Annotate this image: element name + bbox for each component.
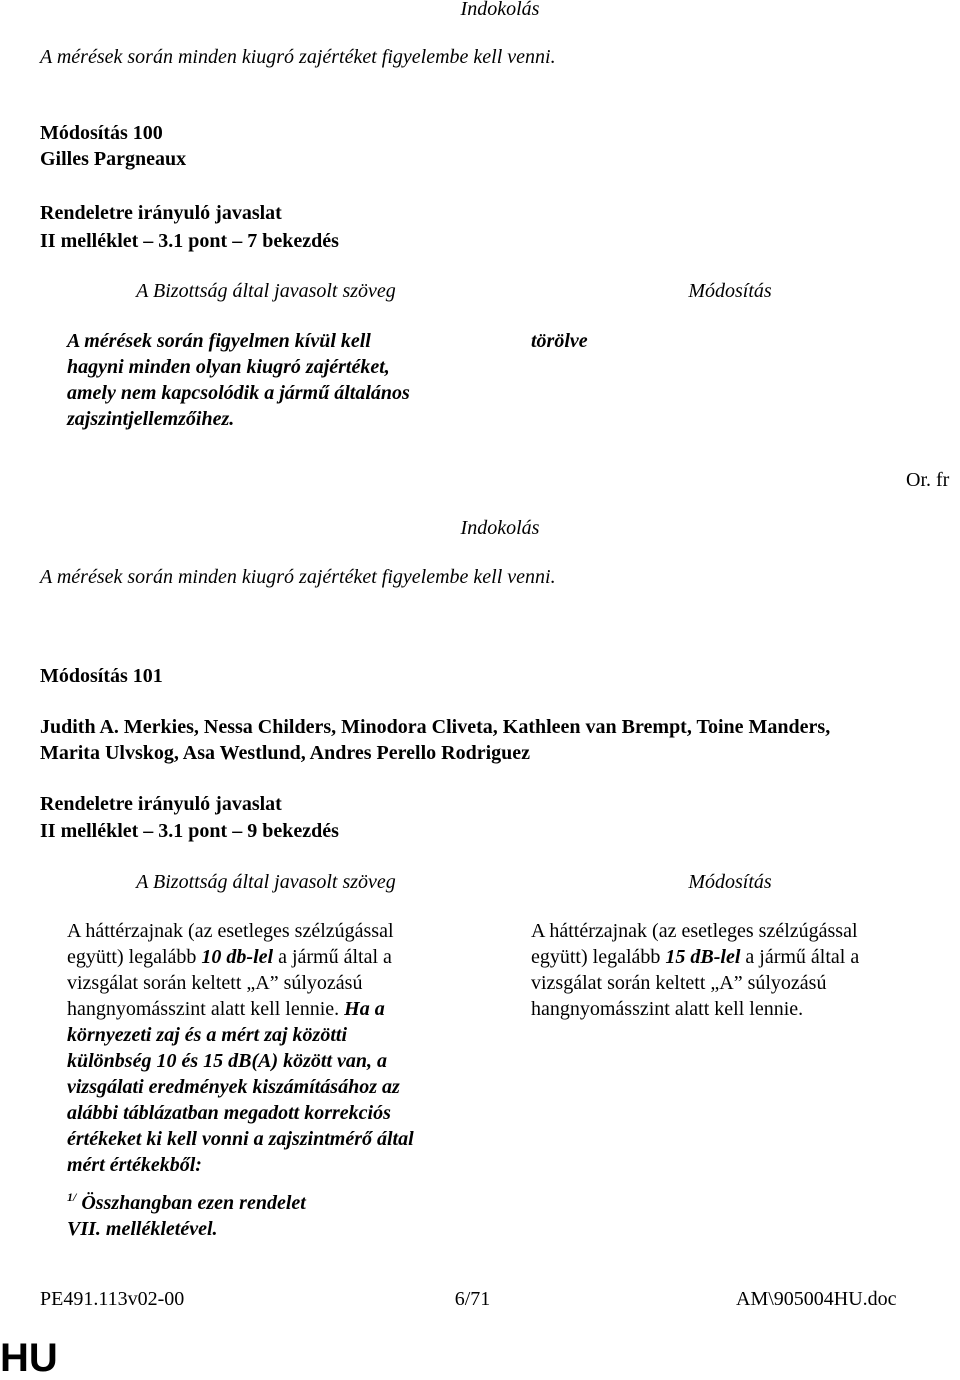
amendment-101-commission-text [67,918,487,1242]
footnote: $^{1/}$ Összhangban ezen rendelet [67,1190,306,1214]
amendment-101-title: Módosítás 101 [40,665,163,687]
amendment-101-reference: II melléklet – 3.1 pont – 9 bekezdés [40,820,339,842]
text-line: amely nem kapcsolódik a jármű általános [67,382,410,404]
text-line: értékeket ki kell vonni a zajszintmérő által [67,1128,414,1150]
footer-doc-ref: PE491.113v02-00 [40,1288,185,1310]
text-line: vizsgálat során keltett „A” súlyozású [531,972,827,994]
amendment-100-amendment-header: Módosítás [688,280,772,302]
footer-language-code: HU [0,1336,58,1380]
text-line: vizsgálat során keltett „A” súlyozású [67,972,363,994]
text-line: A mérések során figyelmen kívül kell [67,330,371,352]
amendment-101-amendment-text [531,918,951,1022]
amendment-100-commission-text [67,328,487,432]
amendment-101-commission-header: A Bizottság által javasolt szöveg [136,871,396,893]
amendment-101-proposal: Rendeletre irányuló javaslat [40,793,282,815]
original-language: Or. fr [906,469,950,491]
footer-file-name: AM\905004HU.doc [736,1288,897,1310]
amendment-100-title: Módosítás 100 [40,122,163,144]
amendment-100-commission-header: A Bizottság által javasolt szöveg [136,280,396,302]
amendment-100-author: Gilles Pargneaux [40,148,187,170]
text-line: hagyni minden olyan kiugró zajértéket, [67,356,390,378]
footnote-mark: 1/ [67,1190,77,1204]
amendment-100-reference: II melléklet – 3.1 pont – 7 bekezdés [40,230,339,252]
footnote-line: VII. mellékletével. [67,1218,218,1240]
text-line: együtt) legalább 10 db-lel a jármű által a [67,946,392,968]
justification-text-top: A mérések során minden kiugró zajértéket figyelembe kell venni. [40,46,556,68]
text-line: hangnyomásszint alatt kell lennie. Ha a [67,998,385,1020]
amendment-101-authors-line1: Judith A. Merkies, Nessa Childers, Minodora Cliveta, Kathleen van Brempt, Toine Manders, [40,716,831,738]
amendment-101-authors-line2: Marita Ulvskog, Asa Westlund, Andres Perello Rodriguez [40,742,531,764]
text-line: mért értékekből: [67,1154,202,1176]
amendment-100-deleted: törölve [531,330,588,352]
amendment-101-amendment-header: Módosítás [688,871,772,893]
amendment-100-justification-heading: Indokolás [460,517,540,539]
text-line: alábbi táblázatban megadott korrekciós [67,1102,391,1124]
text-line: környezeti zaj és a mért zaj közötti [67,1024,347,1046]
text-line: hangnyomásszint alatt kell lennie. [531,998,804,1020]
text-line: A háttérzajnak (az esetleges szélzúgással [67,920,394,942]
amendment-100-proposal: Rendeletre irányuló javaslat [40,202,282,224]
text-line: vizsgálati eredmények kiszámításához az [67,1076,400,1098]
justification-heading-top: Indokolás [460,0,540,20]
text-line: A háttérzajnak (az esetleges szélzúgással [531,920,858,942]
footer-page-number: 6/71 [454,1288,491,1310]
amendment-100-justification: A mérések során minden kiugró zajértéket figyelembe kell venni. [40,566,556,588]
text-line: együtt) legalább 15 dB-lel a jármű által a [531,946,860,968]
text-line: különbség 10 és 15 dB(A) között van, a [67,1050,388,1072]
text-line: zajszintjellemzőihez. [67,408,235,430]
